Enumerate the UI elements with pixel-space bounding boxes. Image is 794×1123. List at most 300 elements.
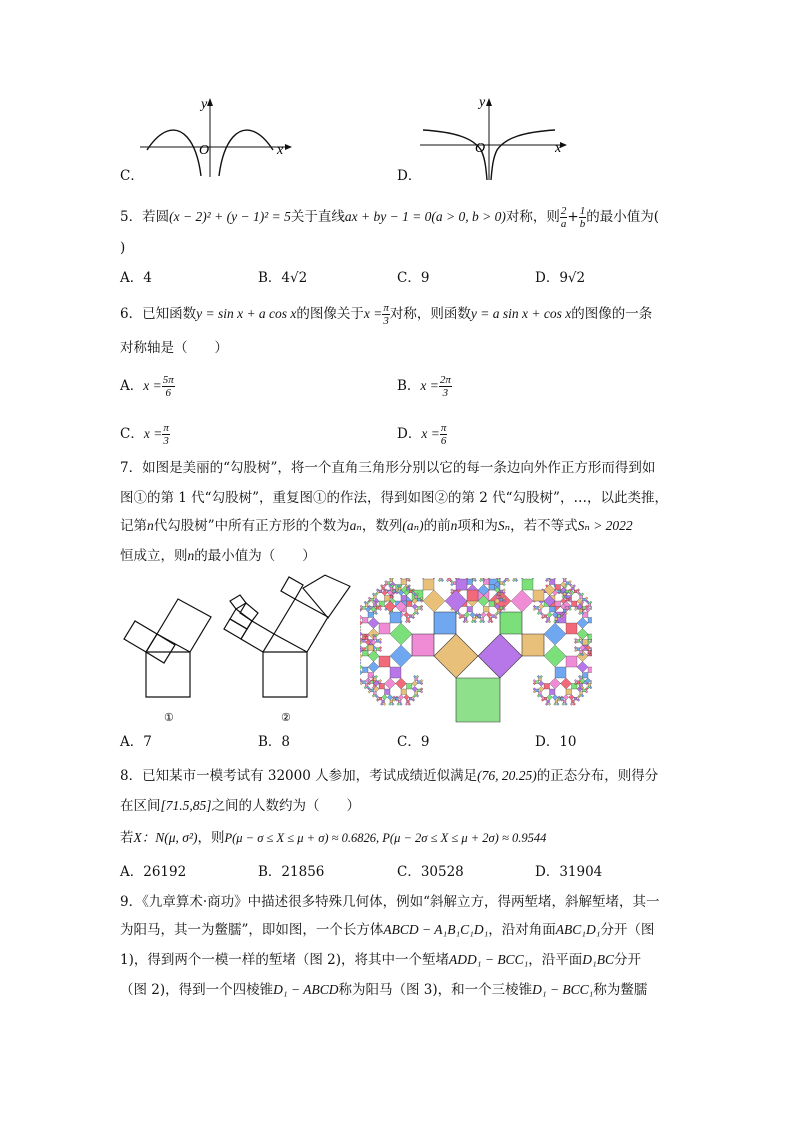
tree-square — [541, 699, 544, 702]
tree-square — [577, 699, 580, 702]
question-8-line-2: 在区间[71.5,85]之间的人数约为（ ） — [120, 798, 361, 814]
question-5-close: ) — [120, 240, 126, 256]
math-plane: ABC₁D₁ — [555, 922, 601, 937]
tree-square — [404, 695, 410, 701]
tree-square — [583, 673, 589, 679]
text-run: 对称，则 — [505, 209, 560, 225]
tree-square — [561, 678, 572, 689]
tree-square — [368, 597, 371, 600]
tree-square — [503, 589, 506, 592]
tree-square — [405, 703, 408, 706]
tree-square — [379, 684, 385, 690]
fraction-1-b: $\frac{1}{b}$ — [579, 205, 586, 230]
fraction-2-a: $\frac{2}{a}$ — [560, 205, 567, 230]
tree-square — [371, 689, 374, 692]
math-cuboid: ABCD − A₁B₁C₁D₁ — [383, 922, 489, 937]
tree-square — [563, 579, 566, 582]
q8-option-a[interactable]: A．26192 — [120, 864, 187, 880]
tree-square — [547, 578, 550, 579]
math-tetrahedron: D₁ − BCC₁ — [532, 982, 594, 997]
tree-square — [401, 689, 407, 695]
tree-square — [438, 579, 441, 582]
tree-square — [391, 578, 394, 579]
tree-square — [407, 618, 410, 621]
tree-square — [385, 580, 388, 583]
tree-square — [479, 620, 482, 623]
tree-square — [537, 675, 540, 678]
tree-square — [555, 667, 566, 678]
tree-square — [360, 626, 361, 629]
gen2-right-b — [303, 575, 350, 618]
tree-square — [379, 656, 390, 667]
tree-square — [473, 618, 476, 621]
tree-square — [486, 612, 492, 618]
tree-square — [547, 612, 553, 618]
tree-square — [580, 609, 583, 612]
question-number: 6． — [120, 306, 143, 322]
math-prism: ADD₁ − BCC₁ — [449, 952, 529, 967]
tree-square — [368, 645, 374, 651]
tree-square — [548, 620, 551, 623]
tree-square — [547, 695, 553, 701]
math-x-equals: x = — [363, 306, 383, 321]
tree-square — [409, 615, 412, 618]
left-square-outer — [124, 621, 157, 652]
text-run: 的图像关于 — [296, 306, 364, 322]
tree-square — [583, 640, 589, 646]
q6-option-a[interactable]: A．x = $\frac{5\pi}{6}$ — [120, 374, 174, 399]
tree-square — [412, 616, 415, 619]
tree-square — [474, 579, 477, 582]
tree-square — [591, 607, 592, 610]
tree-square — [451, 583, 454, 586]
tree-square — [562, 703, 565, 706]
text-run: 的最小值为( — [586, 209, 659, 225]
tree-square — [360, 629, 361, 632]
tree-square — [380, 703, 383, 706]
tree-square — [550, 689, 556, 695]
fraction: $\frac{\pi}{6}$ — [440, 422, 447, 447]
tree-square — [577, 640, 580, 643]
math-circle: (x − 2)² + (y − 1)² = 5 — [169, 209, 291, 224]
tree-square — [471, 620, 474, 623]
tree-square — [374, 596, 377, 599]
tree-square — [376, 589, 379, 592]
tree-square — [583, 607, 586, 610]
tree-square — [360, 659, 361, 662]
pythagoras-tree-figure-2 — [218, 573, 358, 725]
q7-option-c[interactable]: C．9 — [397, 734, 430, 750]
tree-square — [360, 682, 363, 685]
tree-square — [495, 616, 498, 619]
tree-square — [379, 697, 382, 700]
math-x-equals: x = — [420, 378, 439, 393]
tree-square — [533, 679, 536, 682]
tree-square — [405, 620, 408, 623]
tree-square — [429, 578, 440, 579]
tree-square — [563, 700, 566, 703]
tree-square — [380, 585, 383, 588]
tree-square — [408, 579, 411, 582]
tree-square — [404, 612, 410, 618]
option-c-label: C． — [120, 168, 144, 184]
tree-square — [440, 578, 443, 579]
tree-square — [499, 578, 502, 579]
tree-square — [574, 641, 577, 644]
tree-square — [574, 697, 577, 700]
tree-square — [537, 612, 540, 615]
tree-square — [390, 667, 401, 678]
tree-square — [401, 596, 407, 602]
tree-square — [413, 675, 416, 678]
tree-square — [555, 601, 561, 607]
tree-square — [522, 579, 533, 590]
tree-square — [545, 703, 548, 706]
tree-square — [481, 612, 487, 618]
tree-square — [376, 607, 379, 610]
tree-square — [588, 618, 592, 624]
tree-square — [418, 607, 421, 610]
tree-square — [547, 700, 550, 703]
tree-square — [448, 578, 451, 579]
tree-square — [368, 662, 379, 673]
tree-square — [533, 682, 536, 685]
text-run: 关于直线 — [290, 209, 345, 225]
right-square — [274, 599, 328, 652]
tree-square — [418, 681, 421, 684]
tree-square — [441, 579, 444, 582]
tree-square — [372, 593, 375, 596]
fraction: $\frac{5\pi}{6}$ — [162, 374, 174, 399]
tree-square — [573, 703, 576, 706]
tree-square — [407, 700, 410, 703]
tree-square — [528, 578, 539, 579]
tree-square — [387, 582, 390, 585]
tree-square — [396, 697, 399, 700]
tree-square — [537, 695, 540, 698]
tree-square — [372, 695, 375, 698]
tree-square — [507, 579, 510, 582]
option-d-label: D． — [397, 168, 422, 184]
tree-square — [500, 598, 503, 601]
tree-square — [412, 686, 418, 692]
math-plane: D₁BC — [582, 952, 614, 967]
q6-option-c[interactable]: C．x = $\frac{\pi}{3}$ — [120, 422, 169, 447]
tree-square — [545, 579, 548, 582]
tree-square — [412, 634, 434, 656]
tree-square — [368, 612, 374, 618]
question-6-text — [120, 302, 652, 327]
question-9-line-2: 为阳马，其一为鳖臑”，即如图，一个长方体ABCD − A₁B₁C₁D₁，沿对角面ABC₁D₁分开（图 — [120, 922, 655, 938]
tree-square — [467, 590, 478, 601]
graph-option-c — [135, 92, 295, 182]
tree-square — [533, 688, 536, 691]
q7-option-b[interactable]: B．8 — [258, 734, 291, 750]
tree-square — [563, 609, 566, 612]
question-7-line-2: 图①的第 1 代“勾股树”，重复图①的作法，得到如图②的第 2 代“勾股树”，…，以此类推， — [120, 490, 668, 506]
tree-square — [539, 609, 542, 612]
tree-square — [489, 618, 492, 621]
math-x-equals: x = — [143, 426, 163, 441]
x-axis-arrow-icon — [285, 144, 292, 150]
tree-square — [578, 612, 581, 615]
tree-square — [555, 618, 558, 621]
tree-square — [363, 667, 369, 673]
tree-square — [462, 615, 465, 618]
tree-square — [418, 689, 421, 692]
tree-square — [418, 598, 421, 601]
tree-square — [536, 681, 539, 684]
question-8-line-1: 8．已知某市一模考试有 32000 人参加，考试成绩近似满足(76, 20.25)的正态分布，则得分 — [120, 768, 659, 784]
tree-square — [577, 648, 580, 651]
tree-square — [379, 623, 390, 634]
tree-square — [360, 662, 361, 665]
tree-square — [385, 678, 396, 689]
tree-square — [396, 678, 407, 689]
fraction-pi-3: $\frac{\pi}{3}$ — [383, 302, 389, 327]
tree-square — [583, 689, 586, 692]
origin-label: O — [199, 143, 210, 158]
tree-square — [580, 684, 583, 687]
text-run: 已知函数 — [142, 306, 197, 322]
tree-square — [500, 590, 503, 593]
tree-square — [390, 596, 393, 599]
tree-square — [544, 684, 550, 690]
tree-square — [379, 638, 382, 641]
tree-square — [539, 692, 542, 695]
tree-square — [539, 686, 545, 692]
pythagoras-tree-fractal — [360, 578, 592, 724]
tree-square — [401, 579, 407, 585]
tree-square — [577, 629, 588, 640]
tree-square — [398, 587, 401, 590]
tree-square — [463, 620, 466, 623]
left-square — [241, 621, 274, 652]
tree-square — [407, 684, 413, 690]
tree-square — [415, 678, 418, 681]
tree-square — [451, 578, 462, 579]
tree-square — [478, 615, 481, 618]
tree-square — [408, 703, 411, 706]
tree-square — [566, 582, 569, 585]
tree-square — [563, 695, 569, 701]
tree-square — [555, 585, 561, 591]
tree-square — [466, 620, 469, 623]
math-pyramid: D₁ − ABCD — [273, 982, 339, 997]
tree-square — [418, 578, 429, 579]
tree-square — [379, 608, 382, 611]
tree-square — [479, 579, 482, 582]
tree-square — [420, 690, 423, 693]
x-label: x — [555, 141, 562, 156]
tree-square — [412, 681, 418, 687]
math-an: aₙ — [349, 518, 362, 533]
q6-option-b[interactable]: B．x = $\frac{2\pi}{3}$ — [397, 374, 451, 399]
q6-option-d[interactable]: D．x = $\frac{\pi}{6}$ — [397, 422, 447, 447]
tree-square — [390, 587, 393, 590]
y-label: y — [479, 95, 486, 110]
fractal-tree-group — [360, 578, 592, 722]
tree-square — [360, 605, 363, 608]
tree-square — [382, 695, 388, 701]
tree-square — [387, 695, 393, 701]
tree-square — [420, 605, 423, 608]
tree-square — [583, 598, 586, 601]
tree-square — [371, 681, 374, 684]
base-square — [263, 652, 307, 697]
tree-square — [581, 695, 584, 698]
tree-square — [585, 690, 588, 693]
tree-square — [556, 703, 559, 706]
x-label: x — [277, 143, 284, 158]
tree-square — [363, 651, 369, 657]
tree-square — [365, 637, 368, 640]
math-n: n — [187, 548, 195, 563]
math-n: n — [147, 518, 154, 533]
tree-square — [500, 612, 522, 634]
tree-square — [365, 604, 368, 607]
tree-square — [456, 579, 467, 590]
tree-square — [539, 681, 545, 687]
tree-square — [478, 634, 522, 678]
math-normal: X：N(μ, σ²) — [133, 830, 198, 845]
tree-square — [570, 703, 573, 706]
tree-square — [470, 612, 476, 618]
question-5-text — [120, 205, 659, 230]
tree-square — [512, 579, 515, 582]
tree-square — [503, 583, 506, 586]
tree-square — [371, 598, 374, 601]
q5-option-d[interactable]: D．9√2 — [535, 270, 586, 286]
tree-square — [400, 703, 403, 706]
tree-square — [506, 578, 509, 579]
tree-square — [445, 590, 467, 612]
tree-square — [555, 700, 558, 703]
tree-square — [415, 692, 418, 695]
math-x-equals: x = — [143, 378, 162, 393]
q5-option-a[interactable]: A．4 — [120, 270, 152, 286]
tree-square — [407, 587, 410, 590]
tree-square — [416, 695, 419, 698]
q8-option-b[interactable]: B．21856 — [258, 864, 325, 880]
tree-square — [565, 703, 568, 706]
tree-square — [572, 601, 578, 607]
tree-square — [360, 620, 363, 626]
tree-square — [511, 590, 533, 612]
question-7-line-4: 恒成立，则n的最小值为（ ） — [120, 548, 316, 564]
tree-square — [374, 637, 377, 640]
tree-square — [588, 651, 591, 654]
tree-square — [562, 578, 565, 579]
tree-square — [515, 579, 518, 582]
tree-square — [464, 612, 470, 618]
tree-square — [481, 578, 484, 579]
tree-square — [398, 700, 401, 703]
tree-square — [393, 590, 396, 593]
tree-square — [573, 585, 576, 588]
math-function-1: y = sin x + a cos x — [196, 306, 297, 321]
text-run: 若圆 — [142, 209, 170, 225]
tree-square — [488, 620, 491, 623]
tree-square — [363, 640, 366, 643]
tree-square — [541, 616, 544, 619]
tree-square — [497, 593, 500, 596]
question-7-line-1: 7．如图是美丽的“勾股树”，将一个直角三角形分别以它的每一条边向外作正方形而得到如 — [120, 460, 656, 476]
math-inequality: Sₙ > 2022 — [577, 518, 633, 533]
tree-square — [416, 612, 419, 615]
tree-square — [580, 596, 583, 599]
tree-square — [481, 618, 484, 621]
tree-square — [390, 700, 393, 703]
math-line: ax + by − 1 = 0(a > 0, b > 0) — [344, 209, 506, 224]
q7-option-d[interactable]: D．10 — [535, 734, 577, 750]
q5-option-b[interactable]: B．4√2 — [258, 270, 308, 286]
tree-square — [550, 607, 556, 613]
tree-square — [536, 607, 539, 610]
tree-square — [580, 651, 583, 654]
text-run: 的图像的一条 — [571, 306, 653, 322]
question-6-line-2: 对称轴是（ ） — [120, 340, 228, 356]
tree-square — [423, 590, 445, 612]
tree-square — [572, 587, 575, 590]
tree-square — [566, 689, 572, 695]
tree-square — [391, 703, 394, 706]
gen2-right-a — [281, 577, 303, 599]
tree-square — [368, 618, 379, 629]
tree-square — [459, 616, 462, 619]
tree-square — [522, 634, 544, 656]
tree-square — [574, 646, 577, 649]
tree-square — [379, 641, 382, 644]
curve-right — [219, 130, 273, 176]
tree-square — [415, 609, 418, 612]
q7-option-a[interactable]: A．7 — [120, 734, 152, 750]
tree-square — [561, 697, 564, 700]
tree-square — [492, 615, 495, 618]
tree-square — [363, 618, 369, 624]
tree-square — [566, 623, 577, 634]
tree-square — [558, 590, 561, 593]
tree-square — [390, 612, 401, 623]
tree-square — [569, 580, 572, 583]
q5-option-c[interactable]: C．9 — [397, 270, 430, 286]
question-number: 5． — [120, 209, 143, 225]
base-square — [146, 652, 190, 697]
question-9-line-3: 1)，得到两个一模一样的堑堵（图 2)，将其中一个堑堵ADD₁ − BCC₁，沿平面D₁BC分开 — [120, 952, 641, 968]
tree-square — [398, 578, 404, 579]
tree-square — [574, 638, 577, 641]
tree-square — [591, 648, 592, 651]
curve-left — [147, 130, 201, 176]
tree-square — [420, 679, 423, 682]
tree-square — [383, 703, 386, 706]
tree-square — [577, 589, 580, 592]
tree-square — [514, 578, 517, 579]
graph-option-d — [415, 92, 575, 184]
tree-square — [409, 697, 412, 700]
tree-square — [453, 582, 456, 585]
fraction: $\frac{\pi}{3}$ — [163, 422, 169, 447]
tree-square — [533, 605, 536, 608]
q8-option-c[interactable]: C．30528 — [397, 864, 464, 880]
tree-square — [489, 585, 495, 591]
tree-square — [368, 651, 379, 662]
tree-square — [363, 681, 366, 684]
tree-square — [374, 604, 377, 607]
tree-square — [533, 590, 544, 601]
q8-option-d[interactable]: D．31904 — [535, 864, 603, 880]
tree-square — [374, 678, 377, 681]
